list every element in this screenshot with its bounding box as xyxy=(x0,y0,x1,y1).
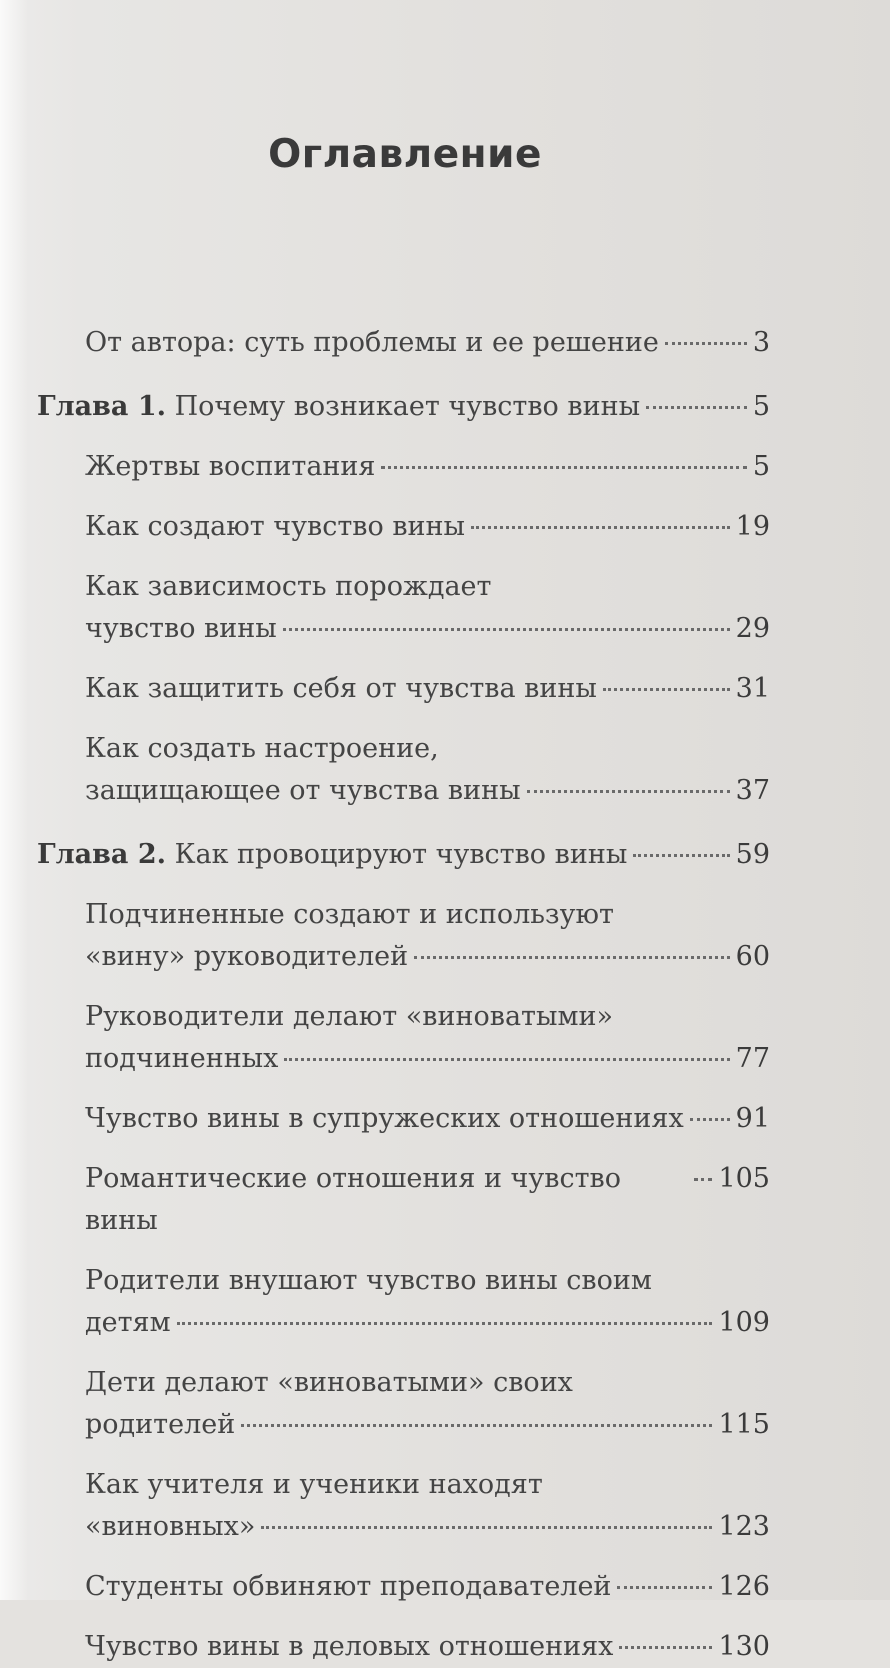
dot-leader xyxy=(284,1058,729,1061)
toc-entry-line xyxy=(85,1158,770,1242)
toc-entry xyxy=(37,322,770,364)
page-number: 60 xyxy=(735,941,770,972)
toc-entry-line xyxy=(85,608,770,650)
page-title: Оглавление xyxy=(268,132,542,177)
toc-chapter-entry xyxy=(37,386,770,428)
toc-entry xyxy=(37,728,770,812)
toc-entry xyxy=(37,894,770,978)
toc-entry-line xyxy=(85,1038,770,1080)
page-number: 5 xyxy=(752,451,770,482)
toc-entry xyxy=(37,566,770,650)
toc-entry xyxy=(37,1464,770,1548)
chapter-label: Глава 2. xyxy=(37,839,167,870)
toc-entry-title-line-2: защищающее от чувства вины xyxy=(85,775,521,806)
toc-entry-title-line-1: Как зависимость порождает xyxy=(85,571,492,602)
toc-entry-line xyxy=(85,1566,770,1608)
dot-leader xyxy=(527,790,730,793)
dot-leader xyxy=(283,628,730,631)
toc-entry-title-line-1: Дети делают «виноватыми» своих xyxy=(85,1367,573,1398)
toc-entry-line xyxy=(85,322,770,364)
page-number: 31 xyxy=(735,673,770,704)
dot-leader xyxy=(241,1424,712,1427)
toc-entry-title: Чувство вины в деловых отношениях xyxy=(85,1631,614,1662)
toc-entry-title: Как защитить себя от чувства вины xyxy=(85,673,597,704)
toc-entry-title: Как создают чувство вины xyxy=(85,511,466,542)
page-number: 115 xyxy=(718,1409,770,1440)
toc-entry xyxy=(37,1362,770,1446)
table-of-contents xyxy=(37,322,770,1668)
toc-entry-title: Жертвы воспитания xyxy=(85,451,376,482)
toc-entry-line xyxy=(37,386,770,428)
toc-entry-title-line-2: родителей xyxy=(85,1409,236,1440)
page-number: 37 xyxy=(735,775,770,806)
toc-entry-line xyxy=(37,834,770,876)
dot-leader xyxy=(261,1526,712,1529)
toc-entry-line xyxy=(85,936,770,978)
dot-leader xyxy=(633,854,729,857)
toc-entry-line xyxy=(85,770,770,812)
chapter-title: Как провоцируют чувство вины xyxy=(174,839,628,870)
page-number: 59 xyxy=(735,839,770,870)
page-number: 91 xyxy=(735,1103,770,1134)
toc-entry-title-line-2: подчиненных xyxy=(85,1043,279,1074)
toc-entry-line xyxy=(85,1404,770,1446)
toc-entry xyxy=(37,668,770,710)
toc-entry-title xyxy=(37,386,640,428)
page-number: 109 xyxy=(718,1307,770,1338)
page-number: 123 xyxy=(718,1511,770,1542)
page-number: 130 xyxy=(718,1631,770,1662)
dot-leader xyxy=(665,342,747,345)
toc-entry-title-line-1: Как создать настроение, xyxy=(85,733,439,764)
page-number: 105 xyxy=(718,1163,770,1194)
toc-entry-title-line-1: Руководители делают «виноватыми» xyxy=(85,1001,613,1032)
chapter-label: Глава 1. xyxy=(37,391,167,422)
toc-entry-title: Студенты обвиняют преподавателей xyxy=(85,1571,612,1602)
toc-entry-line xyxy=(85,1302,770,1344)
toc-entry-title-line-1: Как учителя и ученики находят xyxy=(85,1469,543,1500)
toc-entry-line xyxy=(85,506,770,548)
toc-entry-title-line-1: Родители внушают чувство вины своим xyxy=(85,1265,652,1296)
toc-entry xyxy=(37,506,770,548)
toc-entry xyxy=(37,1158,770,1242)
dot-leader xyxy=(603,688,730,691)
dot-leader xyxy=(694,1178,712,1181)
toc-entry-title xyxy=(37,834,627,876)
dot-leader xyxy=(414,956,730,959)
toc-entry-title: От автора: суть проблемы и ее решение xyxy=(85,327,659,358)
chapter-title: Почему возникает чувство вины xyxy=(174,391,641,422)
toc-entry-title-line-2: «вину» руководителей xyxy=(85,941,409,972)
page-number: 19 xyxy=(735,511,770,542)
toc-entry xyxy=(37,1566,770,1608)
page-number: 126 xyxy=(718,1571,770,1602)
toc-entry-line xyxy=(85,1506,770,1548)
toc-entry-line xyxy=(85,1626,770,1668)
toc-chapter-entry xyxy=(37,834,770,876)
toc-entry-line xyxy=(85,446,770,488)
dot-leader xyxy=(381,466,746,469)
page-number: 5 xyxy=(752,391,770,422)
toc-entry-title-line-1: Подчиненные создают и используют xyxy=(85,899,614,930)
toc-entry xyxy=(37,1098,770,1140)
toc-entry xyxy=(37,996,770,1080)
dot-leader xyxy=(619,1646,712,1649)
toc-entry-title-line-2: «виновных» xyxy=(85,1511,256,1542)
dot-leader xyxy=(177,1322,713,1325)
dot-leader xyxy=(646,406,747,409)
toc-entry-title: Чувство вины в супружеских отношениях xyxy=(85,1103,684,1134)
toc-entry xyxy=(37,446,770,488)
toc-entry-line xyxy=(85,1098,770,1140)
page-number: 3 xyxy=(752,327,770,358)
toc-entry-title-line-2: детям xyxy=(85,1307,171,1338)
toc-entry-line xyxy=(85,668,770,710)
dot-leader xyxy=(617,1586,712,1589)
dot-leader xyxy=(690,1118,730,1121)
toc-entry xyxy=(37,1260,770,1344)
dot-leader xyxy=(471,526,730,529)
page-number: 29 xyxy=(735,613,770,644)
page-edge-shadow xyxy=(0,0,28,1600)
toc-entry xyxy=(37,1626,770,1668)
toc-entry-title: Романтические отношения и чувство вины xyxy=(85,1163,621,1236)
toc-entry-title-line-2: чувство вины xyxy=(85,613,277,644)
page-number: 77 xyxy=(735,1043,770,1074)
